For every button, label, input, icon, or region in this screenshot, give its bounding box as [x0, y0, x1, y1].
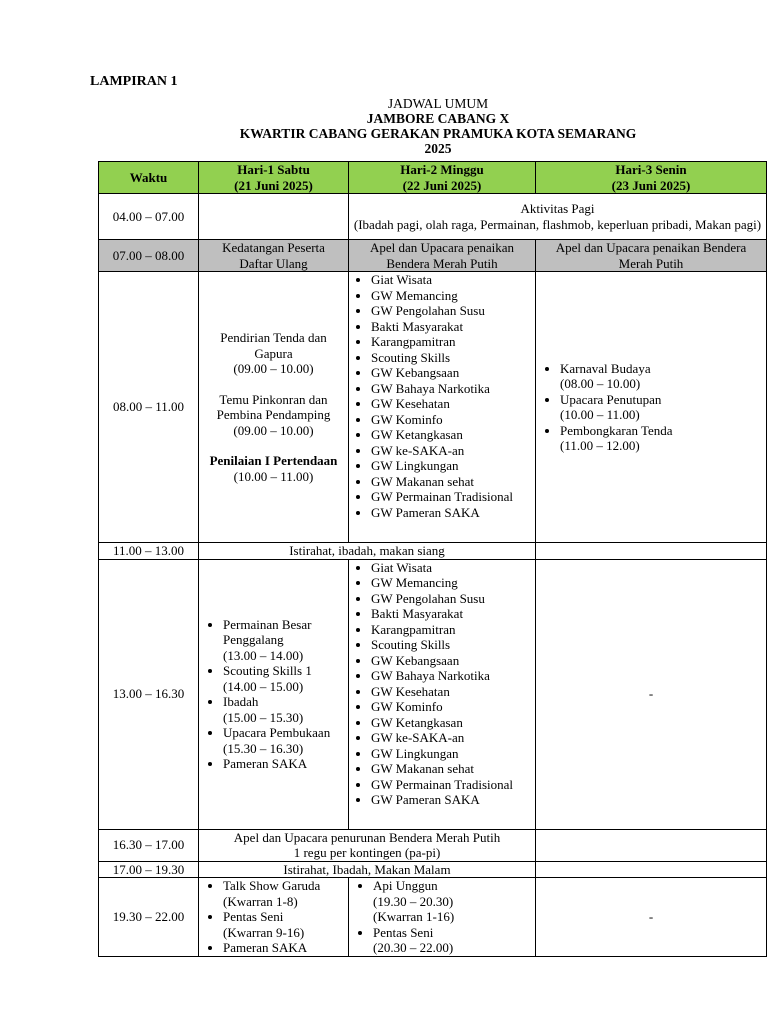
- list-item: [560, 361, 762, 392]
- empty-cell: [536, 861, 767, 878]
- table-row: [99, 861, 767, 878]
- list-item: • GW Ketangkasan: [371, 715, 531, 731]
- day3-morning-list: [540, 361, 762, 454]
- list-item: • Bakti Masyarakat: [371, 606, 531, 622]
- table-row: [99, 829, 767, 861]
- list-item-time: (11.00 – 12.00): [560, 438, 640, 453]
- empty-cell: [536, 829, 767, 861]
- aktivitas-pagi-cell: [349, 194, 767, 240]
- document-heading: [98, 96, 768, 156]
- day1-afternoon-cell: [199, 559, 349, 829]
- list-item: [223, 909, 344, 940]
- list-item-extra: (Kwarran 1-16): [373, 909, 455, 924]
- appendix-label: LAMPIRAN 1: [90, 74, 178, 89]
- list-item: [223, 940, 344, 956]
- list-item-name: • Pembongkaran Tenda: [560, 422, 673, 438]
- list-item-name: • Talk Show Garuda: [223, 878, 321, 893]
- time-cell: 04.00 – 07.00: [99, 194, 199, 240]
- list-item: • GW Kebangsaan: [371, 365, 531, 381]
- list-item-name: • Ibadah: [223, 694, 259, 709]
- time-cell: 11.00 – 13.00: [99, 543, 199, 560]
- header-day2: [349, 162, 536, 194]
- list-item-time: (10.00 – 11.00): [560, 407, 640, 422]
- apel-penurunan-line-1: Apel dan Upacara penurunan Bendera Merah Putih: [233, 829, 501, 845]
- table-row: [99, 878, 767, 957]
- list-item: [560, 392, 762, 423]
- list-item: [373, 878, 531, 925]
- table-row: [99, 543, 767, 560]
- list-item: [223, 663, 344, 694]
- header-day1-date: (21 Juni 2025): [234, 177, 313, 193]
- list-item: • GW Kominfo: [371, 412, 531, 428]
- header-waktu: Waktu: [99, 162, 199, 194]
- list-item-time: (Kwarran 9-16): [223, 924, 305, 940]
- list-item: [223, 694, 344, 725]
- list-item-name: • Pentas Seni: [223, 909, 284, 924]
- list-item: • GW Makanan sehat: [371, 474, 531, 490]
- day1-item-text: Temu Pinkonran dan Pembina Pendamping: [216, 391, 331, 422]
- list-item: • GW Lingkungan: [371, 746, 531, 762]
- day1-afternoon-list: [203, 617, 344, 772]
- aktivitas-pagi-detail: (Ibadah pagi, olah raga, Permainan, flashmob, keperluan pribadi, Makan pagi): [353, 216, 762, 232]
- day2-afternoon-cell: [349, 559, 536, 829]
- list-item-name: • Api Unggun: [373, 878, 438, 893]
- list-item: [223, 617, 344, 664]
- list-item: [223, 756, 344, 772]
- list-item: • GW Pameran SAKA: [371, 505, 531, 521]
- header-day1-label: Hari-1 Sabtu: [237, 162, 310, 177]
- time-cell: 07.00 – 08.00: [99, 240, 199, 272]
- list-item-name: • Pameran SAKA: [223, 756, 308, 771]
- list-item-time: (15.00 – 15.30): [223, 709, 304, 725]
- apel-day2-cell: Apel dan Upacara penaikan Bendera Merah Putih: [349, 240, 536, 272]
- list-item: • GW Kominfo: [371, 699, 531, 715]
- list-item: • GW Pengolahan Susu: [371, 591, 531, 607]
- list-item: • GW Lingkungan: [371, 458, 531, 474]
- list-item: • GW Bahaya Narkotika: [371, 381, 531, 397]
- empty-cell: [199, 194, 349, 240]
- empty-cell: [536, 543, 767, 560]
- day2-morning-cell: [349, 272, 536, 543]
- list-item-time: (Kwarran 1-8): [223, 893, 298, 909]
- list-item: • Karangpamitran: [371, 334, 531, 350]
- day1-item-time: (09.00 – 10.00): [233, 422, 314, 438]
- list-item-time: (15.30 – 16.30): [223, 740, 304, 756]
- list-item: [560, 423, 762, 454]
- day1-item-time: (10.00 – 11.00): [233, 468, 314, 484]
- list-item: • Scouting Skills: [371, 350, 531, 366]
- table-header-row: [99, 162, 767, 194]
- header-day1: [199, 162, 349, 194]
- list-item-name: • Upacara Pembukaan: [223, 725, 331, 740]
- table-row: [99, 240, 767, 272]
- kedatangan-cell: [199, 240, 349, 272]
- list-item: • GW Makanan sehat: [371, 761, 531, 777]
- list-item: • Giat Wisata: [371, 560, 531, 576]
- list-item: • GW Bahaya Narkotika: [371, 668, 531, 684]
- day1-item-time: (09.00 – 10.00): [233, 361, 314, 376]
- day1-item-text: Penilaian I Pertendaan: [209, 453, 338, 468]
- kedatangan-line-2: Daftar Ulang: [239, 255, 308, 271]
- schedule-table: [98, 161, 767, 957]
- list-item: • Scouting Skills: [371, 637, 531, 653]
- list-item: • GW Permainan Tradisional: [371, 489, 531, 505]
- heading-line-2: JAMBORE CABANG X: [366, 111, 510, 126]
- list-item-time: (14.00 – 15.00): [223, 678, 304, 694]
- list-item-name: • Pameran SAKA: [223, 940, 308, 955]
- apel-day3-cell: Apel dan Upacara penaikan Bendera Merah Putih: [536, 240, 767, 272]
- time-cell: 13.00 – 16.30: [99, 559, 199, 829]
- list-item-name: • Scouting Skills 1: [223, 663, 312, 678]
- header-day2-label: Hari-2 Minggu: [400, 162, 484, 177]
- day3-morning-cell: [536, 272, 767, 543]
- day2-evening-list: [353, 878, 531, 956]
- day2-morning-list: [351, 272, 531, 520]
- time-cell: 19.30 – 22.00: [99, 878, 199, 957]
- time-cell: 16.30 – 17.00: [99, 829, 199, 861]
- header-day2-date: (22 Juni 2025): [402, 177, 482, 193]
- apel-penurunan-cell: [199, 829, 536, 861]
- kedatangan-line-1: Kedatangan Peserta: [222, 240, 325, 255]
- list-item: • GW Permainan Tradisional: [371, 777, 531, 793]
- list-item: [223, 725, 344, 756]
- day1-item-text: Pendirian Tenda dan Gapura: [220, 330, 327, 361]
- time-cell: 08.00 – 11.00: [99, 272, 199, 543]
- list-item: [223, 878, 344, 909]
- apel-penurunan-line-2: 1 regu per kontingen (pa-pi): [293, 845, 441, 860]
- heading-line-1: JADWAL UMUM: [387, 96, 489, 111]
- list-item-time: (13.00 – 14.00): [223, 647, 304, 663]
- aktivitas-pagi-title: Aktivitas Pagi: [520, 201, 595, 216]
- list-item: • GW Memancing: [371, 288, 531, 304]
- list-item: • Giat Wisata: [371, 272, 531, 288]
- istirahat-siang-cell: Istirahat, ibadah, makan siang: [199, 543, 536, 560]
- header-day3: [536, 162, 767, 194]
- list-item: • GW ke-SAKA-an: [371, 730, 531, 746]
- list-item-name: • Upacara Penutupan: [560, 391, 662, 407]
- day1-evening-list: [203, 878, 344, 956]
- list-item: • GW Memancing: [371, 575, 531, 591]
- list-item-name: • Pentas Seni: [373, 924, 434, 940]
- day1-evening-cell: [199, 878, 349, 957]
- list-item-name: • Permainan Besar Penggalang: [223, 616, 312, 647]
- list-item: • GW Pengolahan Susu: [371, 303, 531, 319]
- table-row: [99, 194, 767, 240]
- list-item: • Karangpamitran: [371, 622, 531, 638]
- list-item: • GW Pameran SAKA: [371, 792, 531, 808]
- table-row: [99, 559, 767, 829]
- list-item-time: (20.30 – 22.00): [373, 940, 454, 955]
- list-item: • GW Kesehatan: [371, 396, 531, 412]
- day2-evening-cell: [349, 878, 536, 957]
- day1-morning-cell: [199, 272, 349, 543]
- header-day3-label: Hari-3 Senin: [615, 162, 687, 177]
- list-item: • GW Ketangkasan: [371, 427, 531, 443]
- list-item: • GW Kebangsaan: [371, 653, 531, 669]
- header-day3-date: (23 Juni 2025): [611, 177, 691, 193]
- list-item: • Bakti Masyarakat: [371, 319, 531, 335]
- table-row: [99, 272, 767, 543]
- day2-afternoon-list: [351, 560, 531, 808]
- day3-afternoon-cell: -: [536, 559, 767, 829]
- list-item-name: • Karnaval Budaya: [560, 360, 651, 376]
- heading-line-4: 2025: [424, 141, 452, 156]
- day3-evening-cell: -: [536, 878, 767, 957]
- time-cell: 17.00 – 19.30: [99, 861, 199, 878]
- list-item: • GW Kesehatan: [371, 684, 531, 700]
- list-item-time: (19.30 – 20.30): [373, 893, 454, 909]
- list-item-time: (08.00 – 10.00): [560, 376, 641, 391]
- list-item: [373, 925, 531, 956]
- heading-line-3: KWARTIR CABANG GERAKAN PRAMUKA KOTA SEMARANG: [239, 126, 637, 141]
- istirahat-malam-cell: Istirahat, Ibadah, Makan Malam: [199, 861, 536, 878]
- list-item: • GW ke-SAKA-an: [371, 443, 531, 459]
